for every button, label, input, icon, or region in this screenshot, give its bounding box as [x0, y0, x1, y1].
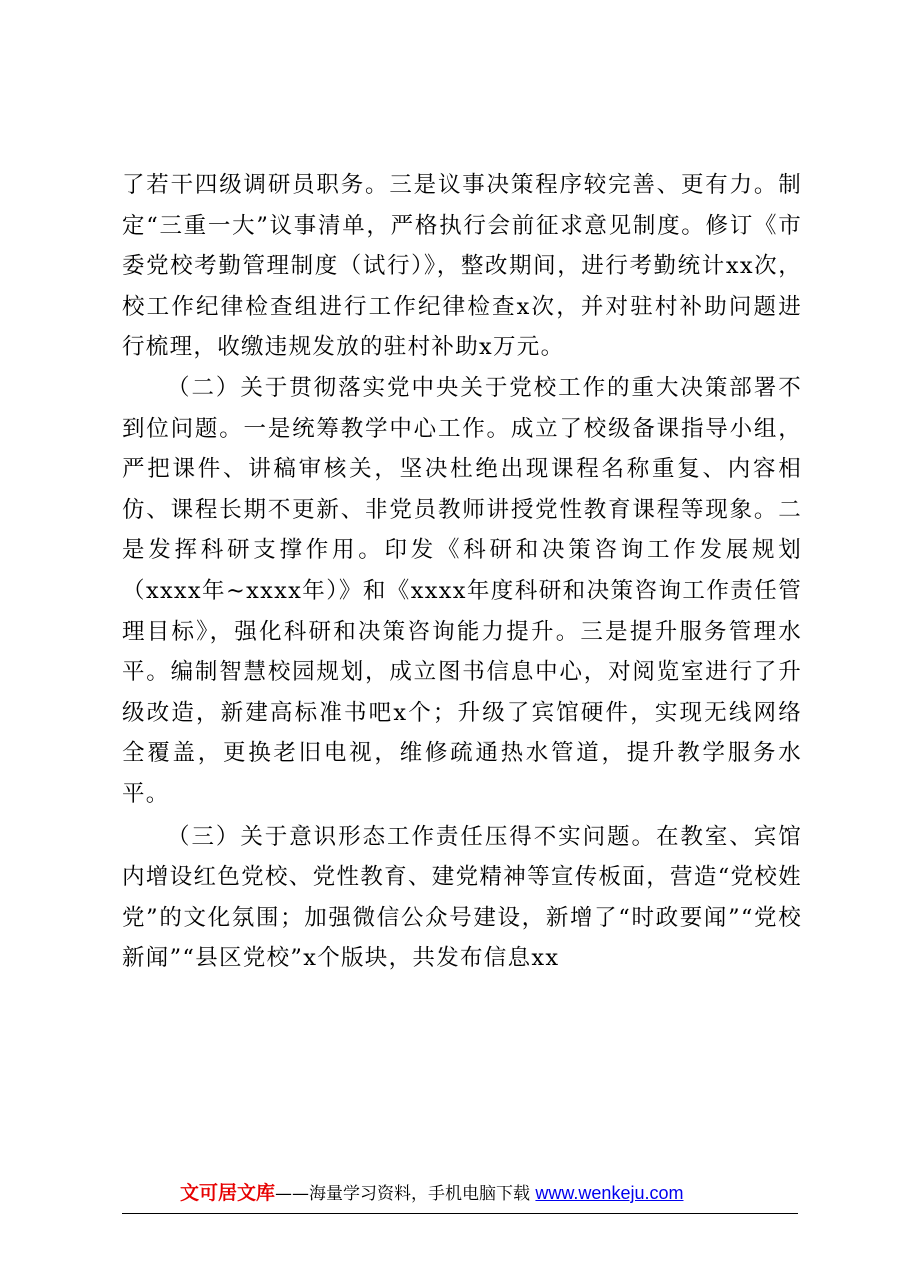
- paragraph-2-text: （二）关于贯彻落实党中央关于党校工作的重大决策部署不到位问题。一是统筹教学中心工作。成立了校级备课指导小组，严把课件、讲稿审核关，坚决杜绝出现课程名称重复、内容相仿、课程长期不更新、非党员教师讲授党性教育课程等现象。二是发挥科研支撑作用。印发《科研和决策咨询工作发展规划（xxxx年~xxxx年）》和《xxxx年度科研和决策咨询工作责任管理目标》，强化科研和决策咨询能力提升。三是提升服务管理水平。编制智慧校园规划，成立图书信息中心，对阅览室进行了升级改造，新建高标准书吧x个；升级了宾馆硬件，实现无线网络全覆盖，更换老旧电视，维修疏通热水管道，提升教学服务水平。: [122, 374, 802, 807]
- paragraph-1-text: 了若干四级调研员职务。三是议事决策程序较完善、更有力。制定“三重一大”议事清单，严格执行会前征求意见制度。修订《市委党校考勤管理制度（试行）》，整改期间，进行考勤统计xx次，校工作纪律检查组进行工作纪律检查x次，并对驻村补助问题进行梳理，收缴违规发放的驻村补助x万元。: [122, 172, 802, 361]
- document-body: [122, 165, 802, 979]
- footer-tagline: ——海量学习资料，手机电脑下载: [275, 1184, 531, 1204]
- paragraph-1: [122, 165, 802, 368]
- page-footer: [122, 1178, 798, 1214]
- paragraph-3: [122, 817, 802, 979]
- footer-link[interactable]: www.wenkeju.com: [535, 1183, 684, 1203]
- footer-text: [180, 1182, 683, 1205]
- footer-divider: [122, 1213, 798, 1214]
- footer-brand: 文可居文库: [180, 1182, 276, 1204]
- paragraph-3-text: （三）关于意识形态工作责任压得不实问题。在教室、宾馆内增设红色党校、党性教育、建党精神等宣传板面，营造“党校姓党”的文化氛围；加强微信公众号建设，新增了“时政要闻”“党校新闻”“县区党校”x个版块，共发布信息xx: [122, 823, 802, 972]
- paragraph-2: [122, 368, 802, 815]
